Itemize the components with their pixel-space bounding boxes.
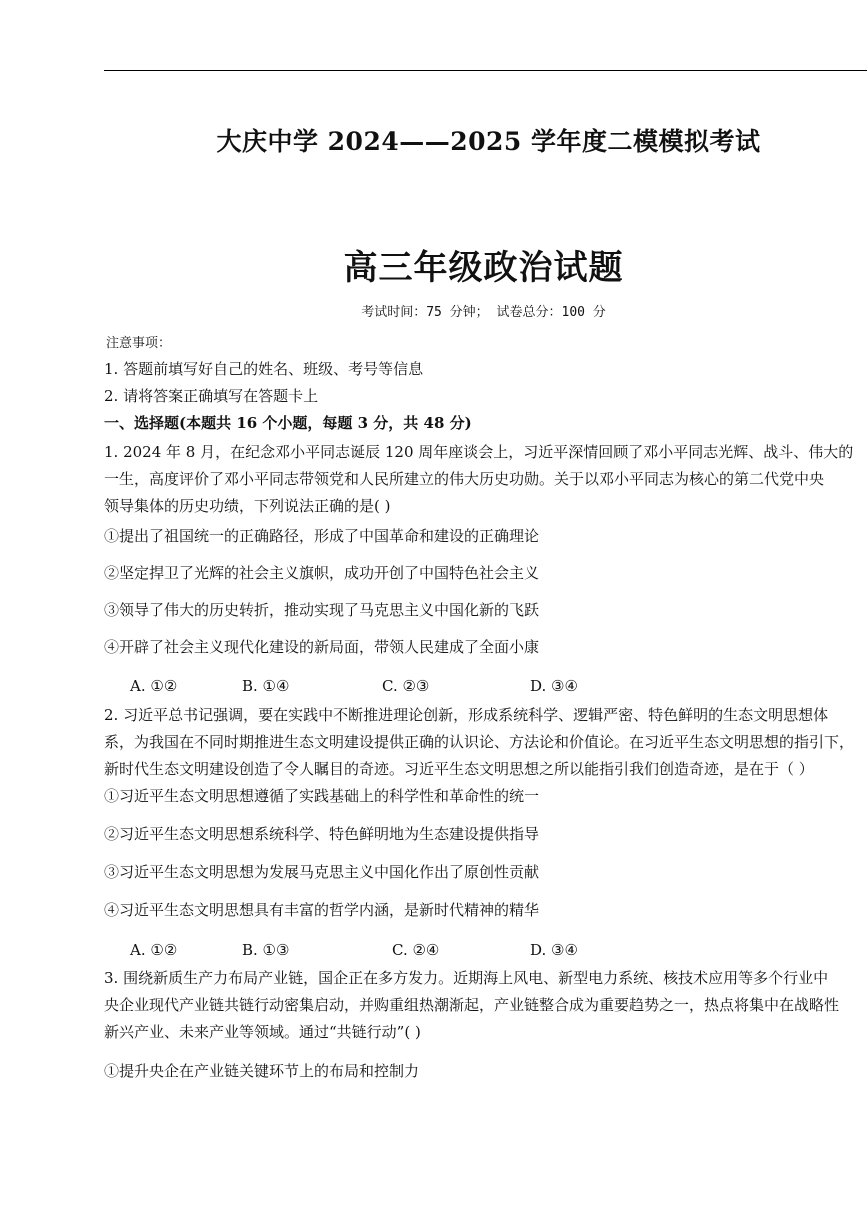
header-rule	[104, 70, 867, 71]
q2-stem-line-3: 新时代生态文明建设创造了令人瞩目的奇迹。习近平生态文明思想之所以能指引我们创造奇迹，是在于（ ）	[104, 760, 814, 778]
q1-option-4: ④开辟了社会主义现代化建设的新局面，带领人民建成了全面小康	[104, 638, 540, 656]
school-exam-title: 大庆中学 2024——2025 学年度二模模拟考试	[216, 127, 761, 156]
exam-time-score-info: 考试时间：75 分钟； 试卷总分：100 分	[361, 305, 606, 320]
q1-option-2: ②坚定捍卫了光辉的社会主义旗帜，成功开创了中国特色社会主义	[104, 564, 540, 582]
q1-stem-line-1: 1. 2024 年 8 月，在纪念邓小平同志诞辰 120 周年座谈会上，习近平深情回顾了邓小平同志光辉、战斗、伟大的	[104, 443, 854, 461]
note-item-2: 2. 请将答案正确填写在答题卡上	[104, 387, 319, 405]
q1-option-3: ③领导了伟大的历史转折，推动实现了马克思主义中国化新的飞跃	[104, 601, 540, 619]
q1-choice-d: D. ③④	[530, 677, 578, 695]
q1-option-1: ①提出了祖国统一的正确路径，形成了中国革命和建设的正确理论	[104, 527, 540, 545]
q3-stem-line-1: 3. 围绕新质生产力布局产业链，国企正在多方发力。近期海上风电、新型电力系统、核技术应用等多个行业中	[104, 969, 829, 987]
q1-choice-a: A. ①②	[130, 677, 178, 695]
q1-stem-line-2: 一生，高度评价了邓小平同志带领党和人民所建立的伟大历史功勋。关于以邓小平同志为核心的第二代党中央	[104, 470, 825, 488]
subject-title: 高三年级政治试题	[343, 248, 624, 288]
q1-choice-b: B. ①④	[242, 677, 290, 695]
q2-stem-line-1: 2. 习近平总书记强调，要在实践中不断推进理论创新，形成系统科学、逻辑严密、特色鲜明的生态文明思想体	[104, 706, 829, 724]
q2-choice-c: C. ②④	[392, 941, 440, 959]
q2-option-2: ②习近平生态文明思想系统科学、特色鲜明地为生态建设提供指导	[104, 825, 540, 843]
notes-heading: 注意事项：	[106, 336, 172, 351]
note-item-1: 1. 答题前填写好自己的姓名、班级、考号等信息	[104, 360, 424, 378]
q2-option-1: ①习近平生态文明思想遵循了实践基础上的科学性和革命性的统一	[104, 787, 540, 805]
q1-choice-c: C. ②③	[382, 677, 430, 695]
q2-stem-line-2: 系，为我国在不同时期推进生态文明建设提供正确的认识论、方法论和价值论。在习近平生态文明思想的指引下，	[104, 733, 855, 751]
q2-option-4: ④习近平生态文明思想具有丰富的哲学内涵，是新时代精神的精华	[104, 901, 540, 919]
q2-choice-d: D. ③④	[530, 941, 578, 959]
q3-stem-line-2: 央企业现代产业链共链行动密集启动，并购重组热潮渐起，产业链整合成为重要趋势之一，热点将集中在战略性	[104, 996, 840, 1014]
section-title: 一、选择题(本题共 16 个小题，每题 3 分，共 48 分)	[104, 414, 472, 432]
q2-choice-a: A. ①②	[130, 941, 178, 959]
q3-option-1: ①提升央企在产业链关键环节上的布局和控制力	[104, 1062, 420, 1080]
q1-stem-line-3: 领导集体的历史功绩，下列说法正确的是( )	[104, 497, 391, 515]
q2-choice-b: B. ①③	[242, 941, 290, 959]
q2-option-3: ③习近平生态文明思想为发展马克思主义中国化作出了原创性贡献	[104, 863, 540, 881]
q3-stem-line-3: 新兴产业、未来产业等领域。通过“共链行动”( )	[104, 1023, 421, 1041]
